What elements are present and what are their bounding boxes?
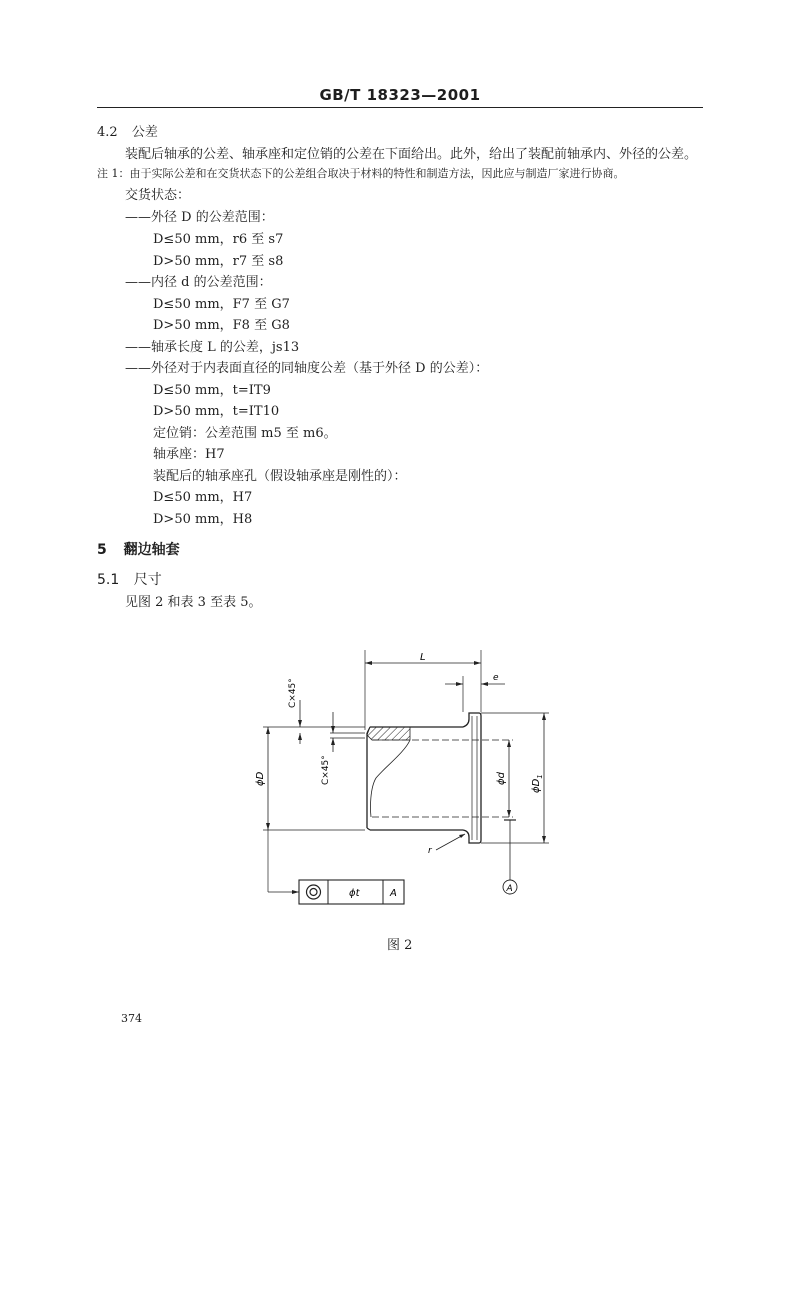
inner-diameter-large: D>50 mm，F8 至 G8 <box>153 318 290 333</box>
radius-label: r <box>428 846 432 856</box>
section-number: 4.2 <box>97 125 118 140</box>
tolerance-frame <box>299 880 404 904</box>
wall-section-hatch <box>367 727 410 740</box>
housing-hole-small: D≤50 mm，H7 <box>153 490 253 505</box>
section-title: 尺寸 <box>133 572 162 588</box>
tolerance-intro: 装配后轴承的公差、轴承座和定位销的公差在下面给出。此外，给出了装配前轴承内、外径的公差。 <box>125 147 698 162</box>
section-4-2-heading <box>97 121 158 140</box>
flange-thickness-label: e <box>493 673 499 683</box>
inner-diameter-small: D≤50 mm，F7 至 G7 <box>153 297 290 312</box>
outer-chamfer-label: C×45° <box>288 678 298 708</box>
housing: 轴承座：H7 <box>153 447 225 462</box>
section-title: 翻边轴套 <box>123 542 180 558</box>
header-rule <box>97 107 703 108</box>
coaxiality-large: D>50 mm，t=IT10 <box>153 404 280 419</box>
inner-diameter-label: ϕd <box>496 772 507 785</box>
tolerance-datum-label: A <box>390 888 397 899</box>
note-1: 注 1：由于实际公差和在交货状态下的公差组合取决于材料的特性和制造方法，因此应与制造厂家进行协商。 <box>97 167 625 180</box>
section-title: 公差 <box>131 125 158 140</box>
coaxiality-symbol-icon <box>307 885 321 899</box>
inner-chamfer-label: C×45° <box>321 755 331 785</box>
outer-diameter-label: ϕD <box>255 771 266 786</box>
housing-hole-title: 装配后的轴承座孔（假设轴承座是刚性的）： <box>153 469 407 484</box>
section-5-1-heading <box>97 569 162 589</box>
length-tolerance: ——轴承长度 L 的公差，js13 <box>125 340 300 355</box>
page-header: GB/T 18323—2001 <box>319 86 481 104</box>
datum-a-label: A <box>506 884 513 894</box>
outer-diameter-title: ——外径 D 的公差范围： <box>125 210 274 225</box>
housing-hole-large: D>50 mm，H8 <box>153 512 253 527</box>
coaxiality-title: ——外径对于内表面直径的同轴度公差（基于外径 D 的公差）： <box>125 361 489 376</box>
page-number: 374 <box>121 1012 142 1025</box>
length-label: L <box>420 652 426 663</box>
section-number: 5.1 <box>97 572 120 588</box>
section-5-heading <box>97 539 180 559</box>
outer-diameter-large: D>50 mm，r7 至 s8 <box>153 254 284 269</box>
break-line <box>371 740 410 817</box>
figure-2-drawing <box>240 640 570 930</box>
sleeve-body-outline <box>367 727 463 830</box>
tolerance-value-label: ϕt <box>349 888 360 899</box>
coaxiality-small: D≤50 mm，t=IT9 <box>153 383 271 398</box>
delivery-state-label: 交货状态： <box>125 188 191 203</box>
locating-pin: 定位销：公差范围 m5 至 m6。 <box>153 426 337 441</box>
section-5-1-text: 见图 2 和表 3 至表 5。 <box>125 595 262 610</box>
inner-diameter-title: ——内径 d 的公差范围： <box>125 275 272 290</box>
section-number: 5 <box>97 542 107 558</box>
figure-caption: 图 2 <box>387 938 413 953</box>
flange-diameter-label: $\phi D_1$ <box>531 774 544 793</box>
outer-diameter-small: D≤50 mm，r6 至 s7 <box>153 232 284 247</box>
